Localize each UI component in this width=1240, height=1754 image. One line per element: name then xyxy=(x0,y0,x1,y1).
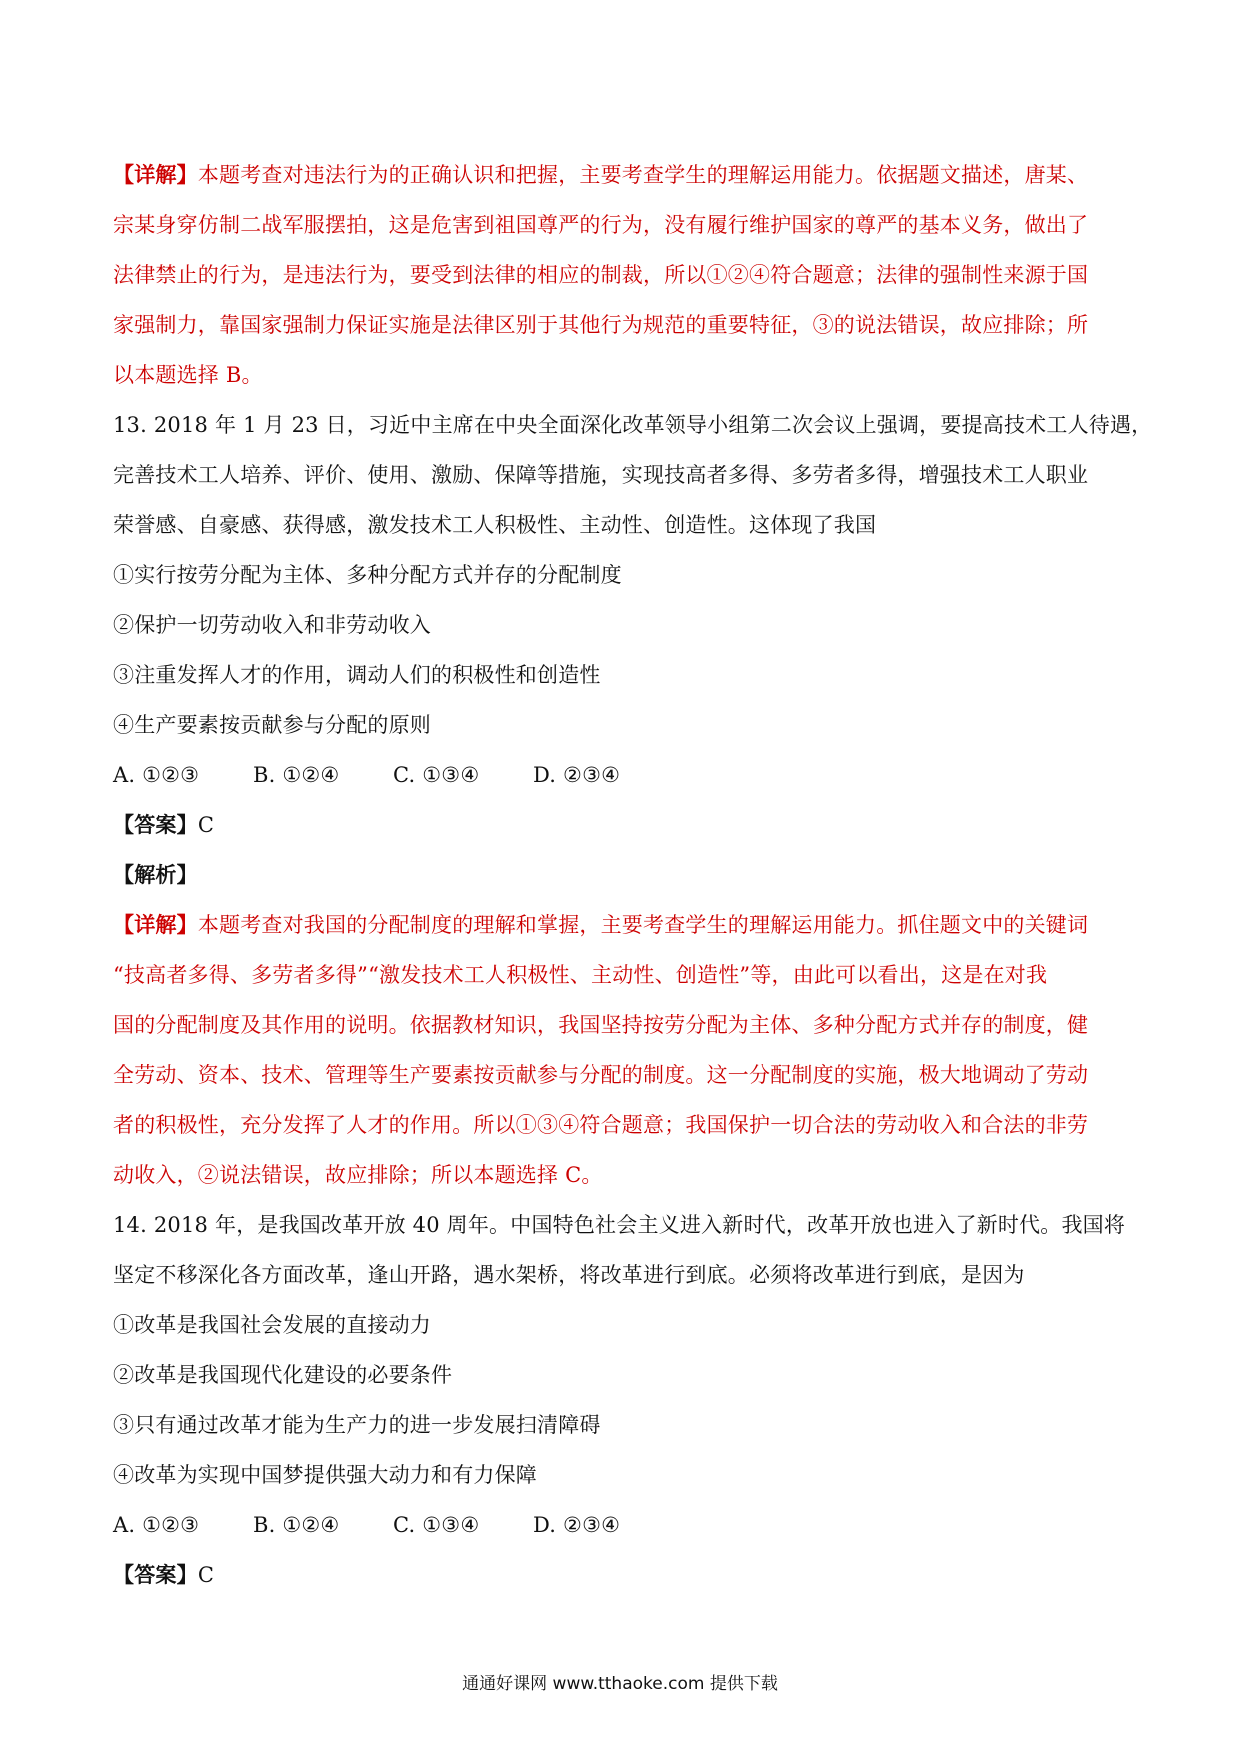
q13-analysis-heading xyxy=(113,850,1133,900)
q14-choice-d: D. ②③④ xyxy=(533,1513,621,1537)
q12-detail-text-1: 本题考查对违法行为的正确认识和把握，主要考查学生的理解运用能力。依据题文描述，唐某、 xyxy=(197,163,1089,187)
q13-choice-b: B. ①②④ xyxy=(253,763,340,787)
q12-detail-line-3: 法律禁止的行为，是违法行为，要受到法律的相应的制裁，所以①②④符合题意；法律的强制性来源于国 xyxy=(113,263,1089,287)
q14-option-4: ④改革为实现中国梦提供强大动力和有力保障 xyxy=(113,1463,537,1487)
q13-detail-line-5: 者的积极性，充分发挥了人才的作用。所以①③④符合题意；我国保护一切合法的劳动收入和合法的非劳 xyxy=(113,1113,1089,1137)
q12-detail-line-2: 宗某身穿仿制二战军服摆拍，这是危害到祖国尊严的行为，没有履行维护国家的尊严的基本义务，做出了 xyxy=(113,213,1089,237)
q13-stem-line-1: 13. 2018 年 1 月 23 日，习近中主席在中央全面深化改革领导小组第二次会议上强调，要提高技术工人待遇， xyxy=(113,413,1153,437)
q13-stem-line-2: 完善技术工人培养、评价、使用、激励、保障等措施，实现技高者多得、多劳者多得，增强技术工人职业 xyxy=(113,463,1089,487)
q14-answer xyxy=(113,1550,1133,1600)
q13-detail-line-2: “技高者多得、多劳者多得”“激发技术工人积极性、主动性、创造性”等，由此可以看出，这是在对我 xyxy=(113,963,1048,987)
q14-choice-b: B. ①②④ xyxy=(253,1513,340,1537)
q13-choice-d: D. ②③④ xyxy=(533,763,621,787)
q12-detail-line-4: 家强制力，靠国家强制力保证实施是法律区别于其他行为规范的重要特征，③的说法错误，故应排除；所 xyxy=(113,313,1089,337)
q14-answer-tag: 【答案】 xyxy=(113,1563,198,1587)
q14-stem-line-1: 14. 2018 年，是我国改革开放 40 周年。中国特色社会主义进入新时代，改革开放也进入了新时代。我国将 xyxy=(113,1213,1126,1237)
q13-detail-line-3: 国的分配制度及其作用的说明。依据教材知识，我国坚持按劳分配为主体、多种分配方式并存的制度，健 xyxy=(113,1013,1089,1037)
q13-choice-c: C. ①③④ xyxy=(393,763,480,787)
q13-analysis-tag: 【解析】 xyxy=(113,863,198,887)
q14-option-2: ②改革是我国现代化建设的必要条件 xyxy=(113,1363,453,1387)
q13-answer-value: C xyxy=(197,813,215,837)
q14-answer-value: C xyxy=(197,1563,215,1587)
q13-detail-text-1: 本题考查对我国的分配制度的理解和掌握，主要考查学生的理解运用能力。抓住题文中的关键词 xyxy=(197,913,1089,937)
q13-choices xyxy=(113,750,1133,800)
q13-choice-a: A. ①②③ xyxy=(113,763,200,787)
q14-option-3: ③只有通过改革才能为生产力的进一步发展扫清障碍 xyxy=(113,1413,601,1437)
q13-answer-tag: 【答案】 xyxy=(113,813,198,837)
q13-detail-line-4: 全劳动、资本、技术、管理等生产要素按贡献参与分配的制度。这一分配制度的实施，极大地调动了劳动 xyxy=(113,1063,1089,1087)
q13-answer xyxy=(113,800,1133,850)
q12-detail-line-1 xyxy=(113,150,1133,200)
q13-option-2: ②保护一切劳动收入和非劳动收入 xyxy=(113,613,431,637)
page-footer: 通通好课网 www.tthaoke.com 提供下载 xyxy=(462,1674,778,1694)
document-page xyxy=(113,150,1153,1600)
q14-choices xyxy=(113,1500,1133,1550)
q12-detail-line-5: 以本题选择 B。 xyxy=(113,363,263,387)
q14-choice-a: A. ①②③ xyxy=(113,1513,200,1537)
q13-option-1: ①实行按劳分配为主体、多种分配方式并存的分配制度 xyxy=(113,563,622,587)
q14-choice-c: C. ①③④ xyxy=(393,1513,480,1537)
q13-option-4: ④生产要素按贡献参与分配的原则 xyxy=(113,713,431,737)
q14-option-1: ①改革是我国社会发展的直接动力 xyxy=(113,1313,431,1337)
q13-detail-line-6: 动收入，②说法错误，故应排除；所以本题选择 C。 xyxy=(113,1163,603,1187)
q12-detail-tag: 【详解】 xyxy=(113,163,198,187)
q14-stem-line-2: 坚定不移深化各方面改革，逢山开路，遇水架桥，将改革进行到底。必须将改革进行到底，是因为 xyxy=(113,1263,1025,1287)
q13-stem-line-3: 荣誉感、自豪感、获得感，激发技术工人积极性、主动性、创造性。这体现了我国 xyxy=(113,513,877,537)
q13-detail-tag: 【详解】 xyxy=(113,913,198,937)
q13-option-3: ③注重发挥人才的作用，调动人们的积极性和创造性 xyxy=(113,663,601,687)
q13-detail-line-1 xyxy=(113,900,1133,950)
